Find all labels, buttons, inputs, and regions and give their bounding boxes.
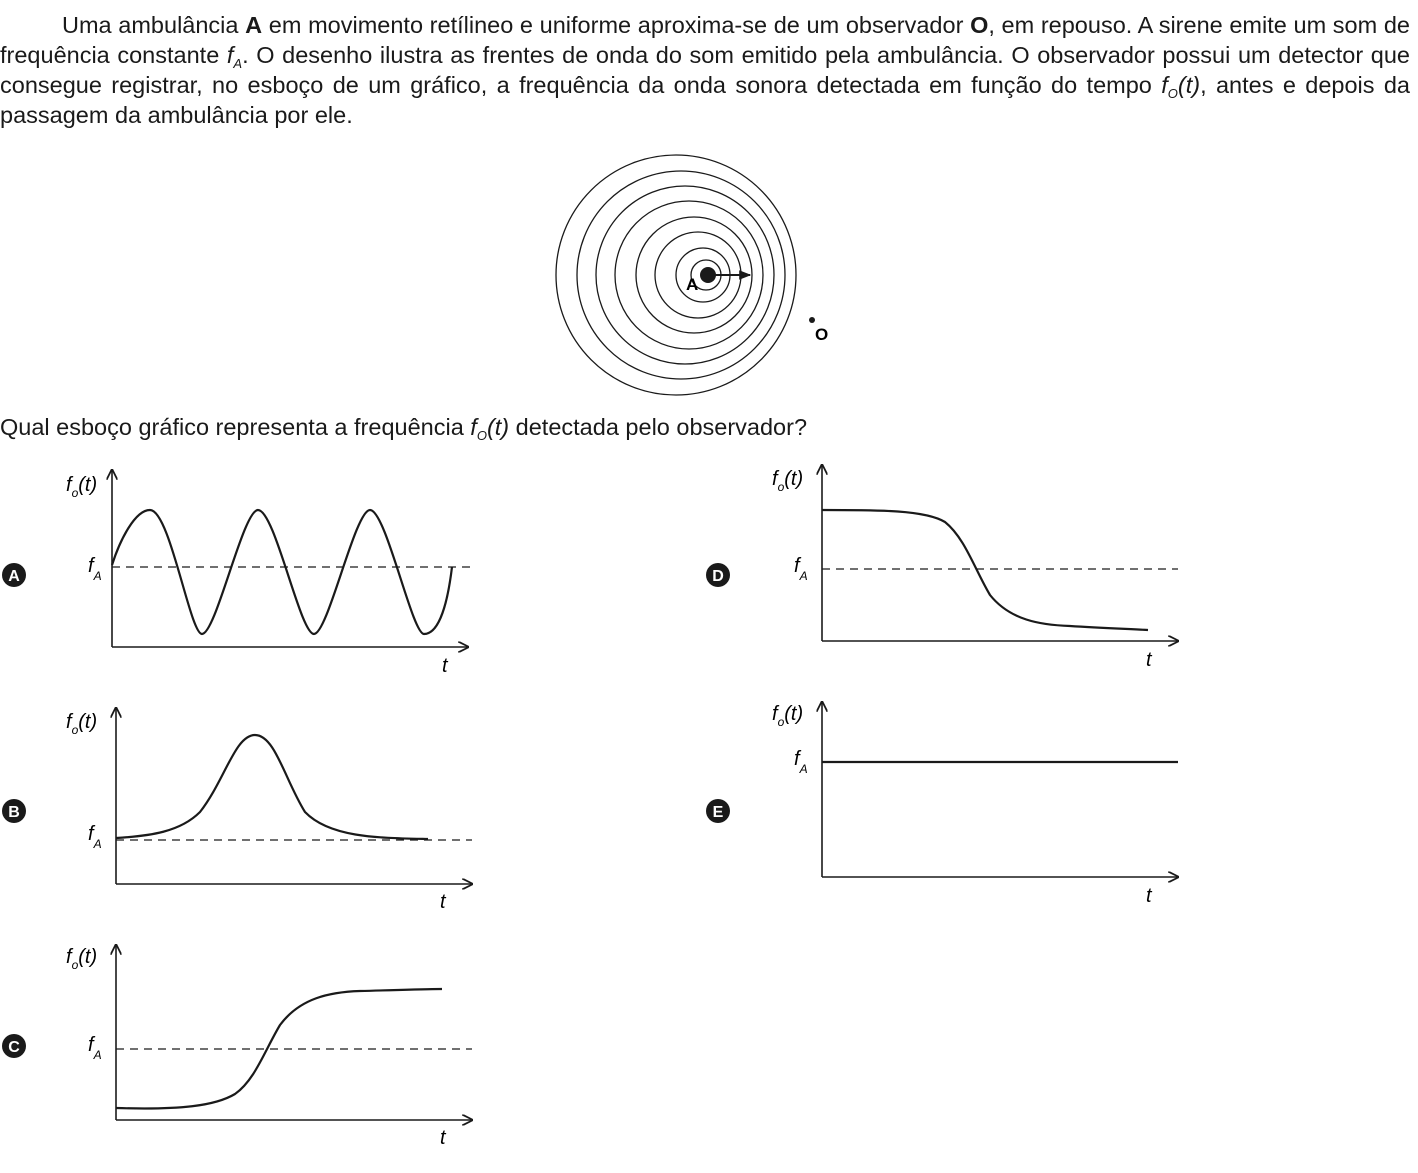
intro-text-5: , antes e depois da passagem da ambulância por ele. [0,72,1411,128]
intro-text-4: . O desenho ilustra as frentes de onda do som emitido pela ambulância. O observador possui um detector que consegue registrar, no esboço de um gráfico, a frequência da onda sonora detectada em função do tempo [0,42,1410,98]
observer-label-figure: O [815,325,829,344]
detected-freq-subscript: O [1167,86,1178,101]
frequency-curve [822,510,1148,630]
option-e[interactable] [706,702,1178,907]
reference-label: $f_A$ [794,555,808,583]
y-axis-label: $f_o(t)$ [66,474,98,500]
reference-label: $f_A$ [794,748,808,776]
x-axis-label: t [1146,885,1152,907]
option-badge[interactable] [706,563,730,587]
option-badge[interactable] [2,1034,26,1058]
x-axis-label: t [440,1127,446,1149]
option-badge[interactable] [2,563,26,587]
intro-text-2: em movimento retílineo e uniforme aproxima-se de um observador [262,12,971,38]
wavefront-diagram [556,155,796,395]
badge-letter: E [712,804,724,821]
wavefront-circle [577,171,785,379]
detected-freq-symbol: f [1161,72,1168,98]
source-label: A [686,275,699,294]
option-badge[interactable] [2,799,26,823]
question-text-1: Qual esboço gráfico representa a frequência [0,414,471,440]
question-text-2: detectada pelo observador? [509,414,808,440]
y-axis-label: $f_o(t)$ [772,468,804,494]
option-d[interactable] [706,465,1178,671]
badge-letter: D [712,568,724,585]
option-b[interactable] [2,708,472,913]
observer-dot [809,317,815,323]
question-freq-subscript: O [476,428,487,443]
badge-letter: A [8,568,20,585]
reference-label: $f_A$ [88,555,102,583]
frequency-curve [112,510,452,634]
question-freq-symbol: f [470,414,477,440]
detected-freq-arg: (t) [1177,72,1201,98]
badge-letter: C [8,1039,20,1056]
observer-label: O [970,12,989,38]
ambulance-label: A [245,12,263,38]
y-axis-label: $f_o(t)$ [772,703,804,729]
option-c[interactable] [2,945,472,1149]
intro-text-1: Uma ambulância [62,12,246,38]
y-axis-label: $f_o(t)$ [66,711,98,737]
x-axis-label: t [440,891,446,913]
x-axis-label: t [442,655,448,677]
badge-letter: B [8,804,20,821]
question-freq-arg: (t) [486,414,510,440]
reference-label: $f_A$ [88,823,102,851]
reference-label: $f_A$ [88,1034,102,1062]
options-group [2,465,1178,1149]
option-badge[interactable] [706,799,730,823]
frequency-curve [116,735,428,839]
freq-subscript: A [233,56,243,71]
intro-text-3: , em repouso. A sirene emite um som de frequência constante [0,12,1410,68]
freq-symbol: f [226,42,234,68]
option-a[interactable] [2,470,470,677]
y-axis-label: $f_o(t)$ [66,946,98,972]
x-axis-label: t [1146,649,1152,671]
